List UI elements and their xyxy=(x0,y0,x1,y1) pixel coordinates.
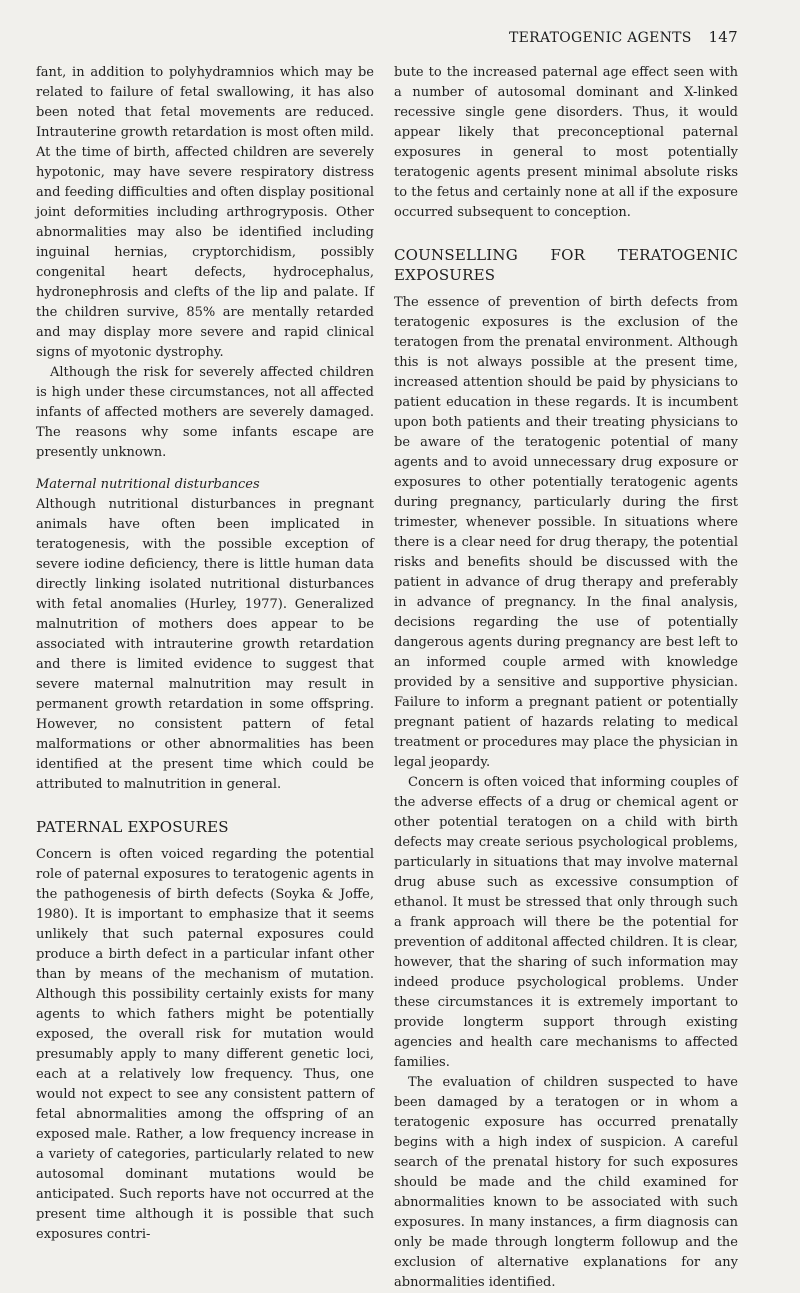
page-number: 147 xyxy=(708,28,738,46)
paragraph: Concern is often voiced that informing couples of the adverse effects of a drug or chemical agent or other potential teratogen on a child with birth defects may create serious psychological problems, particularly in situations that may involve maternal drug abuse such as excessive consumption of ethanol. It must be stressed that only through such a frank approach will there be the potential for prevention of additonal affected children. It is clear, however, that the sharing of such information may indeed produce psychological problems. Under these circumstances it is extremely important to provide longterm support through existing agencies and health care mechanisms to affected families. xyxy=(394,775,738,1070)
section-heading-counselling: COUNSELLING FOR TERATOGENIC EXPOSURES xyxy=(394,246,738,284)
running-header xyxy=(509,28,738,46)
paragraph: The evaluation of children suspected to have been damaged by a teratogen or in whom a teratogenic exposure has occurred prenatally begins with a high index of suspicion. A careful search of the prenatal history for such exposures should be made and the child examined for abnormalities known to be associated with such exposures. In many instances, a firm diagnosis can only be made through longterm followup and the exclusion of alternative explanations for any abnormalities identified. xyxy=(394,1075,738,1290)
paragraph: Although nutritional disturbances in pregnant animals have often been implicated in teratogenesis, with the possible exception of severe iodine deficiency, there is little human data directly linking isolated nutritional disturbances with fetal anomalies (Hurley, 1977). Generalized malnutrition of mothers does appear to be associated with intrauterine growth retardation and there is limited evidence to suggest that severe maternal malnutrition may result in permanent growth retardation in some offspring. However, no consistent pattern of fetal malformations or other abnormalities has been identified at the present time which could be attributed to malnutrition in general. xyxy=(36,497,374,792)
running-title: TERATOGENIC AGENTS xyxy=(509,30,692,46)
subsection-heading-maternal-nutrition: Maternal nutritional disturbances xyxy=(36,477,260,492)
paragraph: fant, in addition to polyhydramnios which may be related to failure of fetal swallowing, it has also been noted that fetal movements are reduced. Intrauterine growth retardation is most often mild. At the time of birth, affected children are severely hypotonic, may have severe respiratory distress and feeding difficulties and often display positional joint deformities including arthrogryposis. Other abnormalities may also be identified including inguinal hernias, cryptorchidism, possibly congenital heart defects, hydrocephalus, hydronephrosis and clefts of the lip and palate. If the children survive, 85% are mentally retarded and may display more severe and rapid clinical signs of myotonic dystrophy. xyxy=(36,65,374,360)
paragraph: Concern is often voiced regarding the potential role of paternal exposures to teratogenic agents in the pathogenesis of birth defects (Soyka & Joffe, 1980). It is important to emphasize that it seems unlikely that such paternal exposures could produce a birth defect in a particular infant other than by means of the mechanism of mutation. Although this possibility certainly exists for many agents to which fathers might be potentially exposed, the overall risk for mutation would presumably apply to many different genetic loci, each at a relatively low frequency. Thus, one would not expect to see any consistent pattern of fetal abnormalities among the offspring of an exposed male. Rather, a low frequency increase in a variety of categories, particularly related to new autosomal dominant mutations would be anticipated. Such reports have not occurred at the present time although it is possible that such exposures contri- xyxy=(36,847,374,1242)
left-column xyxy=(36,63,374,1245)
paragraph: bute to the increased paternal age effect seen with a number of autosomal dominant and X-linked recessive single gene disorders. Thus, it would appear likely that preconceptional paternal exposures in general to most potentially teratogenic agents present minimal absolute risks to the fetus and certainly none at all if the exposure occurred subsequent to conception. xyxy=(394,65,738,220)
paragraph: Although the risk for severely affected children is high under these circumstances, not all affected infants of affected mothers are severely damaged. The reasons why some infants escape are presently unknown. xyxy=(36,365,374,460)
right-column xyxy=(394,63,738,1293)
paragraph: The essence of prevention of birth defects from teratogenic exposures is the exclusion of the teratogen from the prenatal environment. Although this is not always possible at the present time, increased attention should be paid by physicians to patient education in these regards. It is incumbent upon both patients and their treating physicians to be aware of the teratogenic potential of many agents and to avoid unnecessary drug exposure or exposures to other potentially teratogenic agents during pregnancy, particularly during the first trimester, whenever possible. In situations where there is a clear need for drug therapy, the potential risks and benefits should be discussed with the patient in advance of drug therapy and preferably in advance of pregnancy. In the final analysis, decisions regarding the use of potentially dangerous agents during pregnancy are best left to an informed couple armed with knowledge provided by a sensitive and supportive physician. Failure to inform a pregnant patient or potentially pregnant patient of hazards relating to medical treatment or procedures may place the physician in legal jeopardy. xyxy=(394,295,738,770)
section-heading-paternal-exposures: PATERNAL EXPOSURES xyxy=(36,818,229,836)
